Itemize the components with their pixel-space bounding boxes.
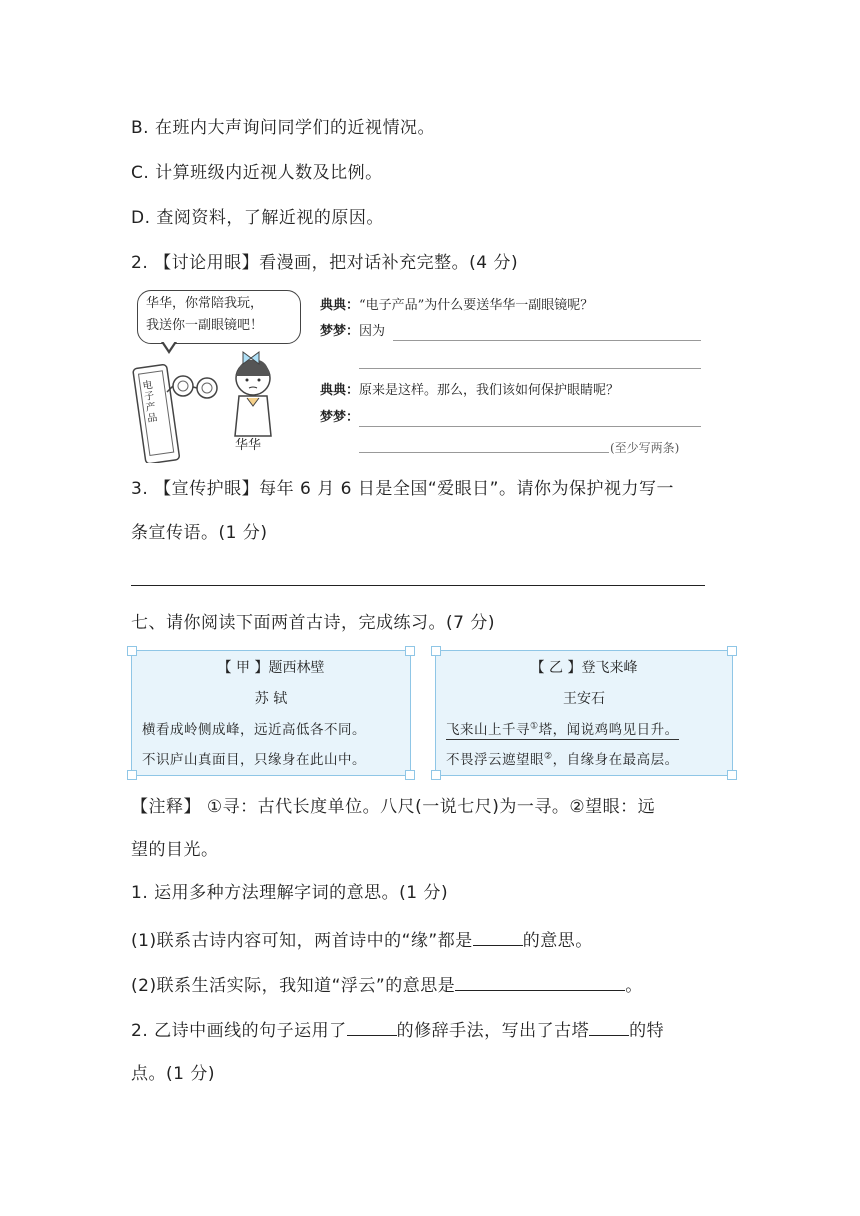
speech-bubble [137,290,301,344]
dialogue-2: 因为 [359,324,386,339]
answer-line-2[interactable] [359,368,701,369]
question-3-line-1: 3. 【宣传护眼】每年 6 月 6 日是全国“爱眼日”。请你为保护视力写一 [131,479,674,499]
bubble-line-2: 我送你一副眼镜吧！ [146,318,264,333]
poem-a-author: 苏 轼 [254,691,288,707]
speaker-mengmeng-1: 梦梦： [320,324,360,339]
answer-line-1[interactable] [393,340,701,341]
poem-a-title: 【 甲 】题西林壁 [217,660,325,676]
poem-b-author: 王安石 [563,691,605,707]
option-b: B. 在班内大声询问同学们的近视情况。 [131,118,435,138]
poem-b-line-1: 飞来山上千寻①塔，闻说鸡鸣见日升。 [446,721,679,738]
poem-b-title: 【 乙 】登飞来峰 [530,660,638,676]
option-c: C. 计算班级内近视人数及比例。 [131,163,383,183]
option-d: D. 查阅资料，了解近视的原因。 [131,208,384,228]
dialogue-3: 原来是这样。那么，我们该如何保护眼睛呢？ [359,383,620,398]
poem-card-b [435,650,733,776]
speaker-diandian-1: 典典： [320,298,360,313]
notes-line-1: 【注释】 ①寻：古代长度单位。八尺(一说七尺)为一寻。②望眼：远 [131,797,656,817]
answer-line-4[interactable] [359,452,609,453]
question-7-1-1: (1)联系古诗内容可知，两首诗中的“缘”都是 的意思。 [131,927,593,953]
blank-fuyun[interactable] [455,972,625,991]
hint-text: (至少写两条) [610,441,680,455]
bubble-line-1: 华华，你常陪我玩， [146,296,264,311]
notes-line-2: 望的目光。 [131,840,219,860]
comic-illustration [131,288,731,458]
blank-yuan[interactable] [473,927,523,946]
poem-a-line-2: 不识庐山真面目，只缘身在此山中。 [142,752,366,768]
question-3-line-2: 条宣传语。(1 分) [131,523,268,543]
phone-label: 电子产品 [142,379,159,425]
answer-line-3[interactable] [359,426,701,427]
blank-feature[interactable] [589,1017,629,1036]
poem-b-line-2: 不畏浮云遮望眼②，自缘身在最高层。 [446,751,679,768]
section-7-title: 七、请你阅读下面两首古诗，完成练习。(7 分) [131,613,495,633]
girl-label: 华华 [235,438,262,453]
blank-rhetoric[interactable] [347,1017,397,1036]
question-7-2-line-1: 2. 乙诗中画线的句子运用了 的修辞手法，写出了古塔 的特 [131,1017,664,1043]
question-7-2-line-2: 点。(1 分) [131,1064,215,1084]
question-2: 2. 【讨论用眼】看漫画，把对话补充完整。(4 分) [131,253,519,273]
answer-line-slogan[interactable] [131,585,705,586]
poem-card-a [131,650,411,776]
dialogue-1: “电子产品”为什么要送华华一副眼镜呢？ [359,298,594,313]
speaker-mengmeng-2: 梦梦： [320,410,360,425]
question-7-1-2: (2)联系生活实际，我知道“浮云”的意思是 。 [131,972,643,998]
speaker-diandian-2: 典典： [320,383,360,398]
question-7-1: 1. 运用多种方法理解字词的意思。(1 分) [131,883,449,903]
poem-a-line-1: 横看成岭侧成峰，远近高低各不同。 [142,722,366,738]
